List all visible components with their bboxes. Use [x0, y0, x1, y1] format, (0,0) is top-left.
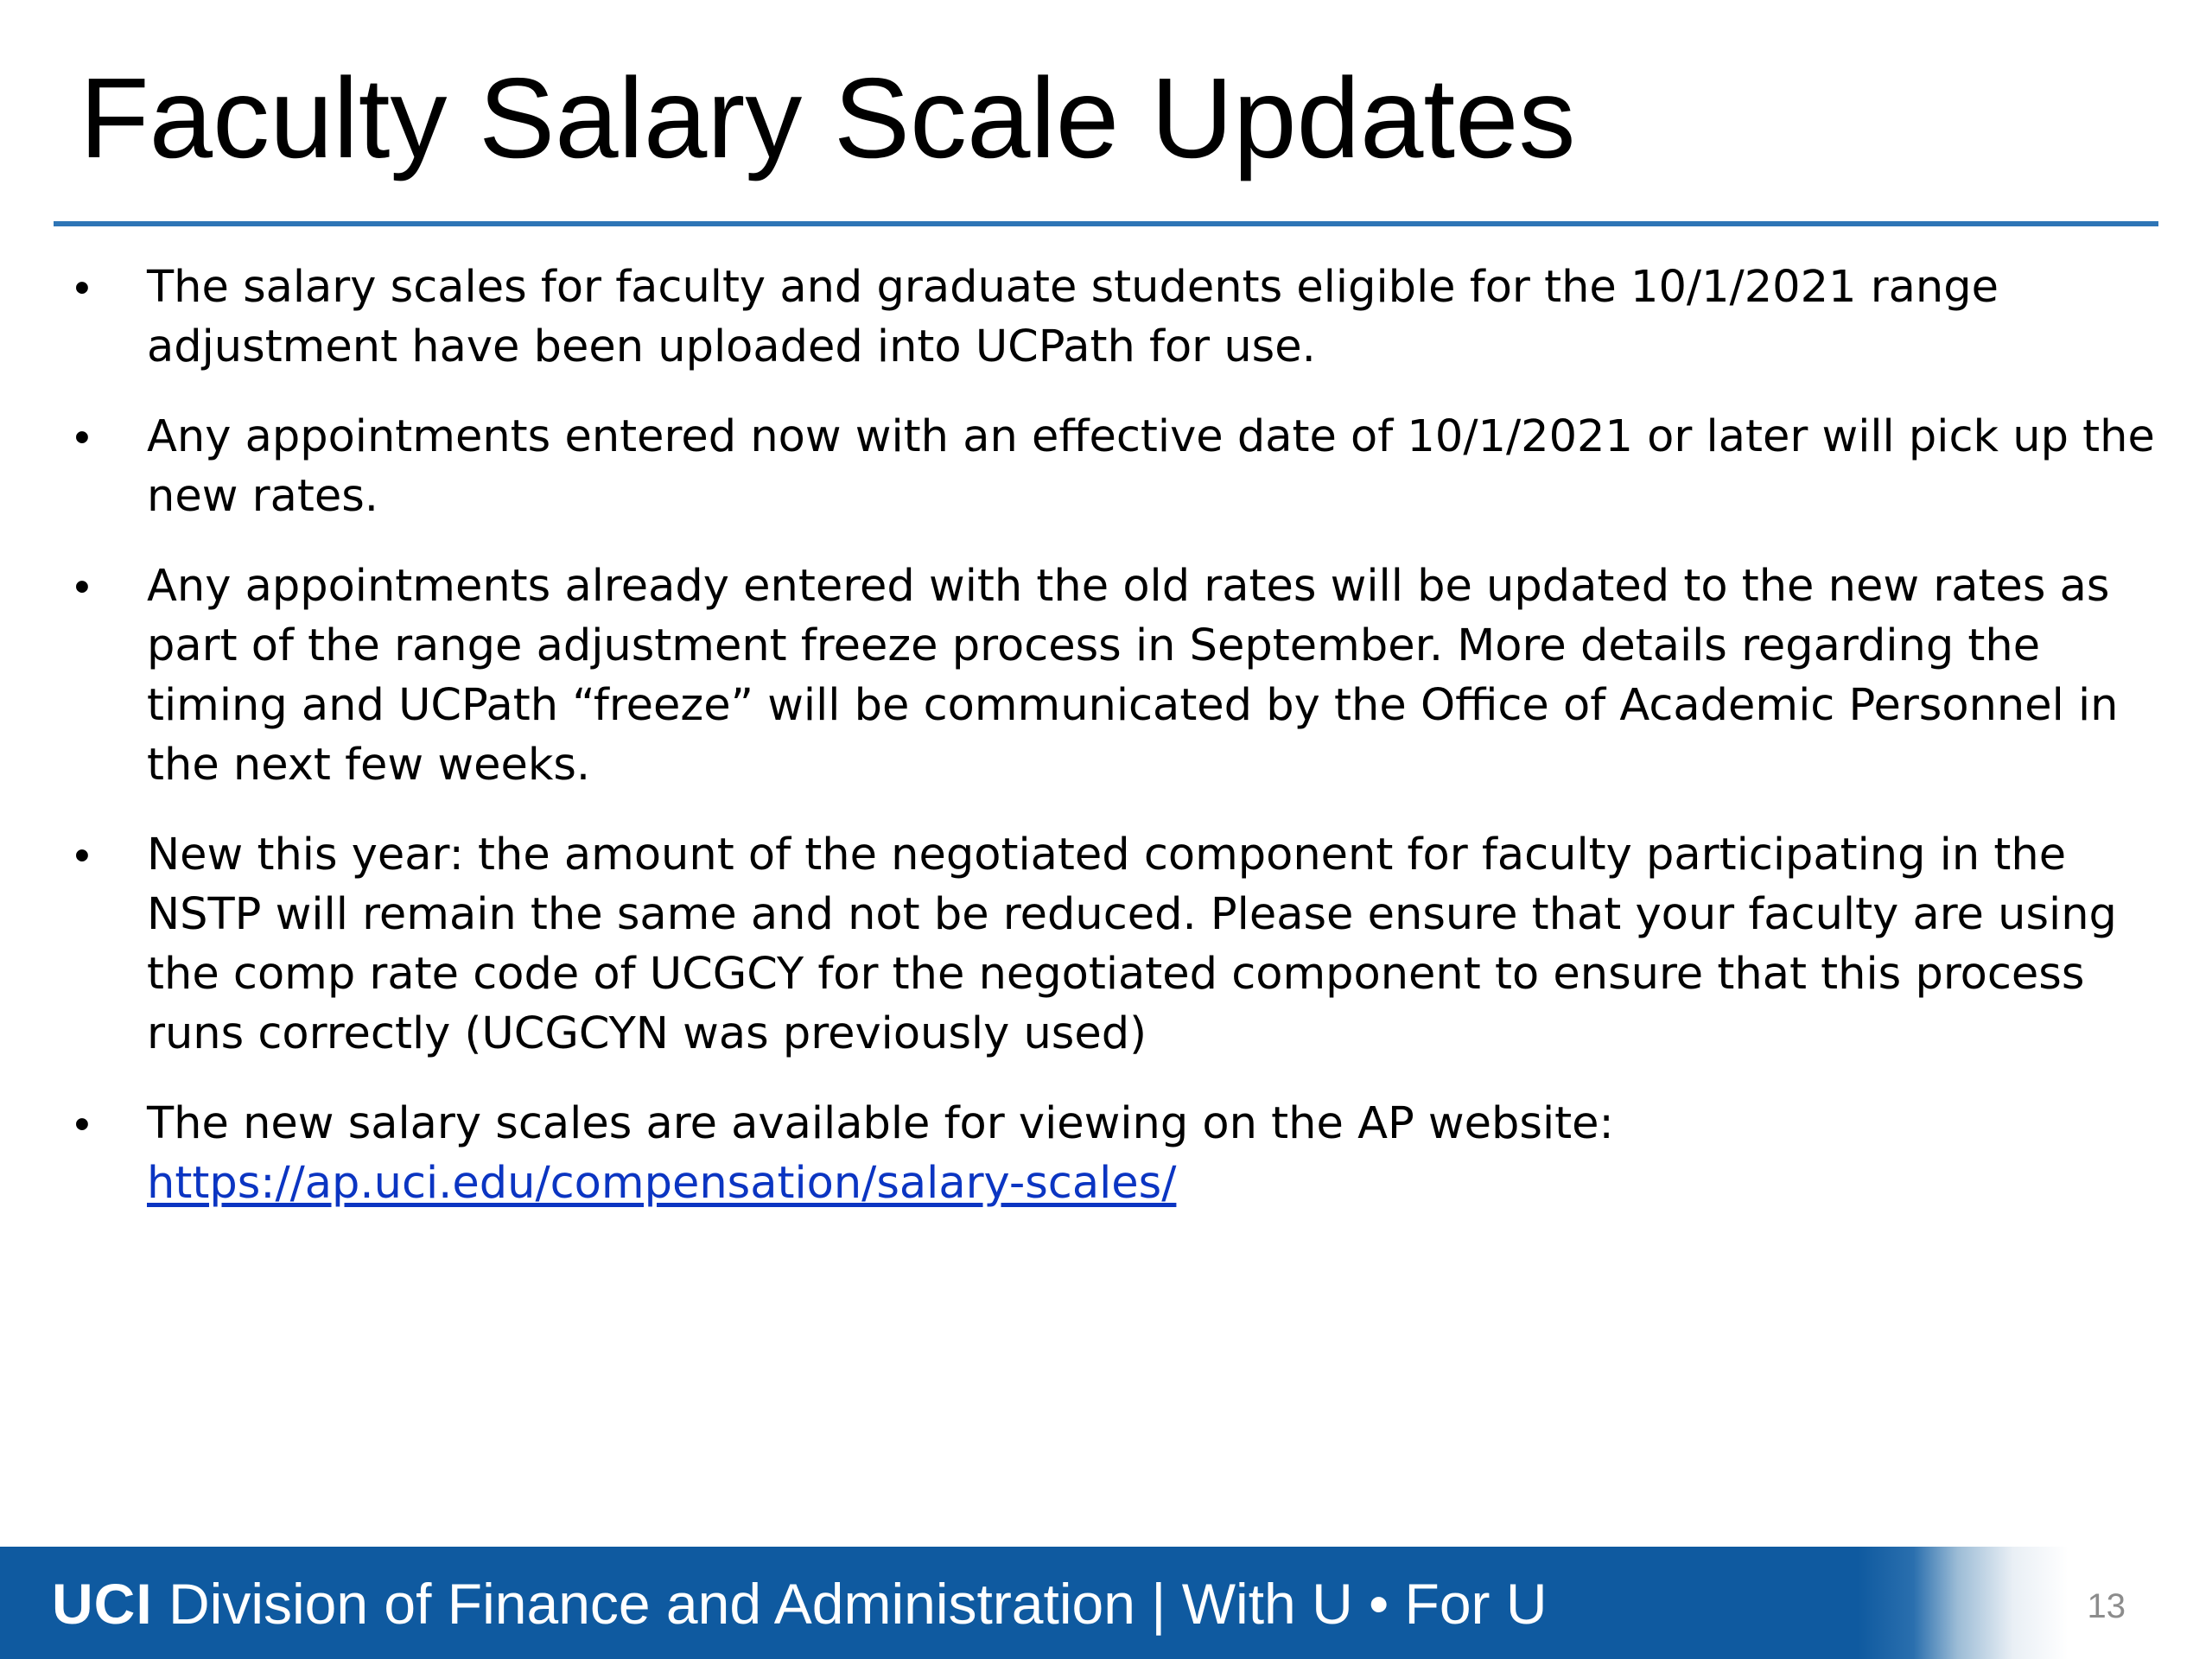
- bullet-icon: •: [74, 562, 90, 611]
- salary-scales-link[interactable]: https://ap.uci.edu/compensation/salary-scales/: [147, 1158, 1177, 1209]
- footer-text: [52, 1569, 1548, 1638]
- slide-title: Faculty Salary Scale Updates: [79, 54, 1576, 181]
- uci-logo: UCI: [52, 1572, 153, 1636]
- bullet-item: [69, 556, 2160, 795]
- footer-tagline: Division of Finance and Administration | With U • For U: [168, 1572, 1548, 1636]
- bullet-item: [69, 257, 2160, 377]
- footer-band: [0, 1547, 2212, 1659]
- bullet-text: Any appointments entered now with an effective date of 10/1/2021 or later will pick up the new rates.: [147, 411, 2155, 522]
- bullet-text: Any appointments already entered with the old rates will be updated to the new rates as part of the range adjustment freeze process in September. More details regarding the timing and UCPath “freeze” will be communicated by the Office of Academic Personnel in the next few weeks.: [147, 561, 2119, 791]
- bullet-icon: •: [74, 1099, 90, 1148]
- bullet-item: [69, 407, 2160, 526]
- title-divider: [54, 221, 2158, 226]
- bullet-item: [69, 1094, 2160, 1213]
- bullet-text: The new salary scales are available for viewing on the AP website:: [147, 1098, 1614, 1149]
- page-number: 13: [2087, 1587, 2126, 1625]
- bullet-text: The salary scales for faculty and graduate students eligible for the 10/1/2021 range adjustment have been uploaded into UCPath for use.: [147, 262, 1999, 372]
- bullet-text: New this year: the amount of the negotiated component for faculty participating in the NSTP will remain the same and not be reduced. Please ensure that your faculty are using the comp rate code of UCGCY for the negotiated component to ensure that this process runs correctly (UCGCYN was previously used): [147, 830, 2117, 1059]
- bullet-icon: •: [74, 412, 90, 461]
- bullet-icon: •: [74, 830, 90, 880]
- bullet-icon: •: [74, 263, 90, 312]
- bullet-list: [69, 257, 2160, 1243]
- bullet-item: [69, 825, 2160, 1064]
